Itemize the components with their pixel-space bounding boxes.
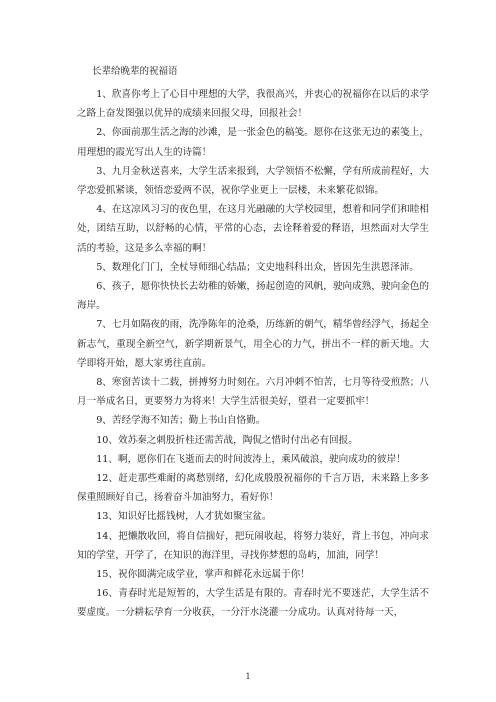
paragraph-10: 10、效苏秦之刺股折桂还需苦战，陶侃之惜时付出必有回报。 bbox=[96, 434, 358, 446]
document-body bbox=[77, 85, 429, 623]
paragraph-6: 6、孩子，愿你快快长去幼稚的娇嫩，扬起创造的风帆，驶向成熟，驶向金色的海岸。 bbox=[77, 281, 429, 312]
paragraph-14: 14、把懒散收回，将自信揣好，把玩闹收起，将努力装好，背上书包，冲向求知的学堂，开学了，在知识的海洋里，寻找你梦想的岛屿，加油，同学！ bbox=[77, 530, 429, 561]
paragraph-9: 9、苦经学海不知苦；勤上书山自恪勤。 bbox=[96, 415, 266, 427]
paragraph-3: 3、九月金秋送喜来，大学生活来报到，大学领悟不松懈，学有所成前程好，大学恋爱抓紧谈，领悟恋爱两不误，祝你学业更上一层楼，未来繁花似锦。 bbox=[77, 165, 429, 197]
paragraph-16: 16、青春时光是短暂的，大学生活是有限的。青春时光不要迷茫，大学生活不要虚度。一分耕耘孕育一分收获，一分汗水浇灌一分成功。认真对待每一天， bbox=[77, 588, 429, 619]
document-title: 长辈给晚辈的祝福语 bbox=[92, 66, 178, 77]
paragraph-15: 15、祝你圆满完成学业，掌声和鲜花永远属于你！ bbox=[96, 569, 310, 581]
paragraph-5: 5、数理化门门，全杖导师细心结晶；文史地科科出众，皆因先生洪恩泽沛。 bbox=[96, 261, 419, 273]
paragraph-2: 2、你面前那生活之海的沙滩，是一张金色的稿笺。愿你在这张无边的素笺上，用理想的霞光写出人生的诗篇！ bbox=[77, 127, 429, 158]
paragraph-11: 11、啊，愿你们在飞逝而去的时间波涛上，乘风破浪，驶向成功的彼岸！ bbox=[96, 453, 406, 465]
page-number: 1 bbox=[245, 672, 251, 681]
paragraph-13: 13、知识好比摇钱树，人才犹如聚宝盆。 bbox=[96, 511, 272, 523]
paragraph-12: 12、赶走那些难耐的离愁别绪，幻化成殷殷祝福你的千言万语，未来路上多多保重照顾好自己，扬着奋斗加油努力，看好你！ bbox=[77, 473, 429, 504]
paragraph-1: 1、欣喜你考上了心目中理想的大学，我很高兴，并衷心的祝福你在以后的求学之路上奋发图强以优异的成绩来回报父母，回报社会！ bbox=[77, 89, 429, 120]
paragraph-4: 4、在这凉风习习的夜色里，在这月光融融的大学校园里，想着和同学们和睦相处，团结互助，以舒畅的心情，平常的心态，去诠释着爱的释语，坦然面对大学生活的考验，这是多么幸福的啊！ bbox=[77, 204, 429, 254]
paragraph-8: 8、寒窗苦读十二载，拼搏努力时刻在。六月冲刺不怕苦，七月等待受煎熬；八月一举成名日，更要努力为将来！大学生活很美好，望君一定要抓牢！ bbox=[77, 377, 429, 408]
paragraph-7: 7、七月如隔夜的雨，洗净陈年的沧桑，历练新的朝气，精华曾经浮气，扬起全新志气，重现全新空气，新学期新景气，用全心的力气，拼出不一样的新天地。大学即将开始，愿大家勇往直前。 bbox=[77, 319, 429, 369]
